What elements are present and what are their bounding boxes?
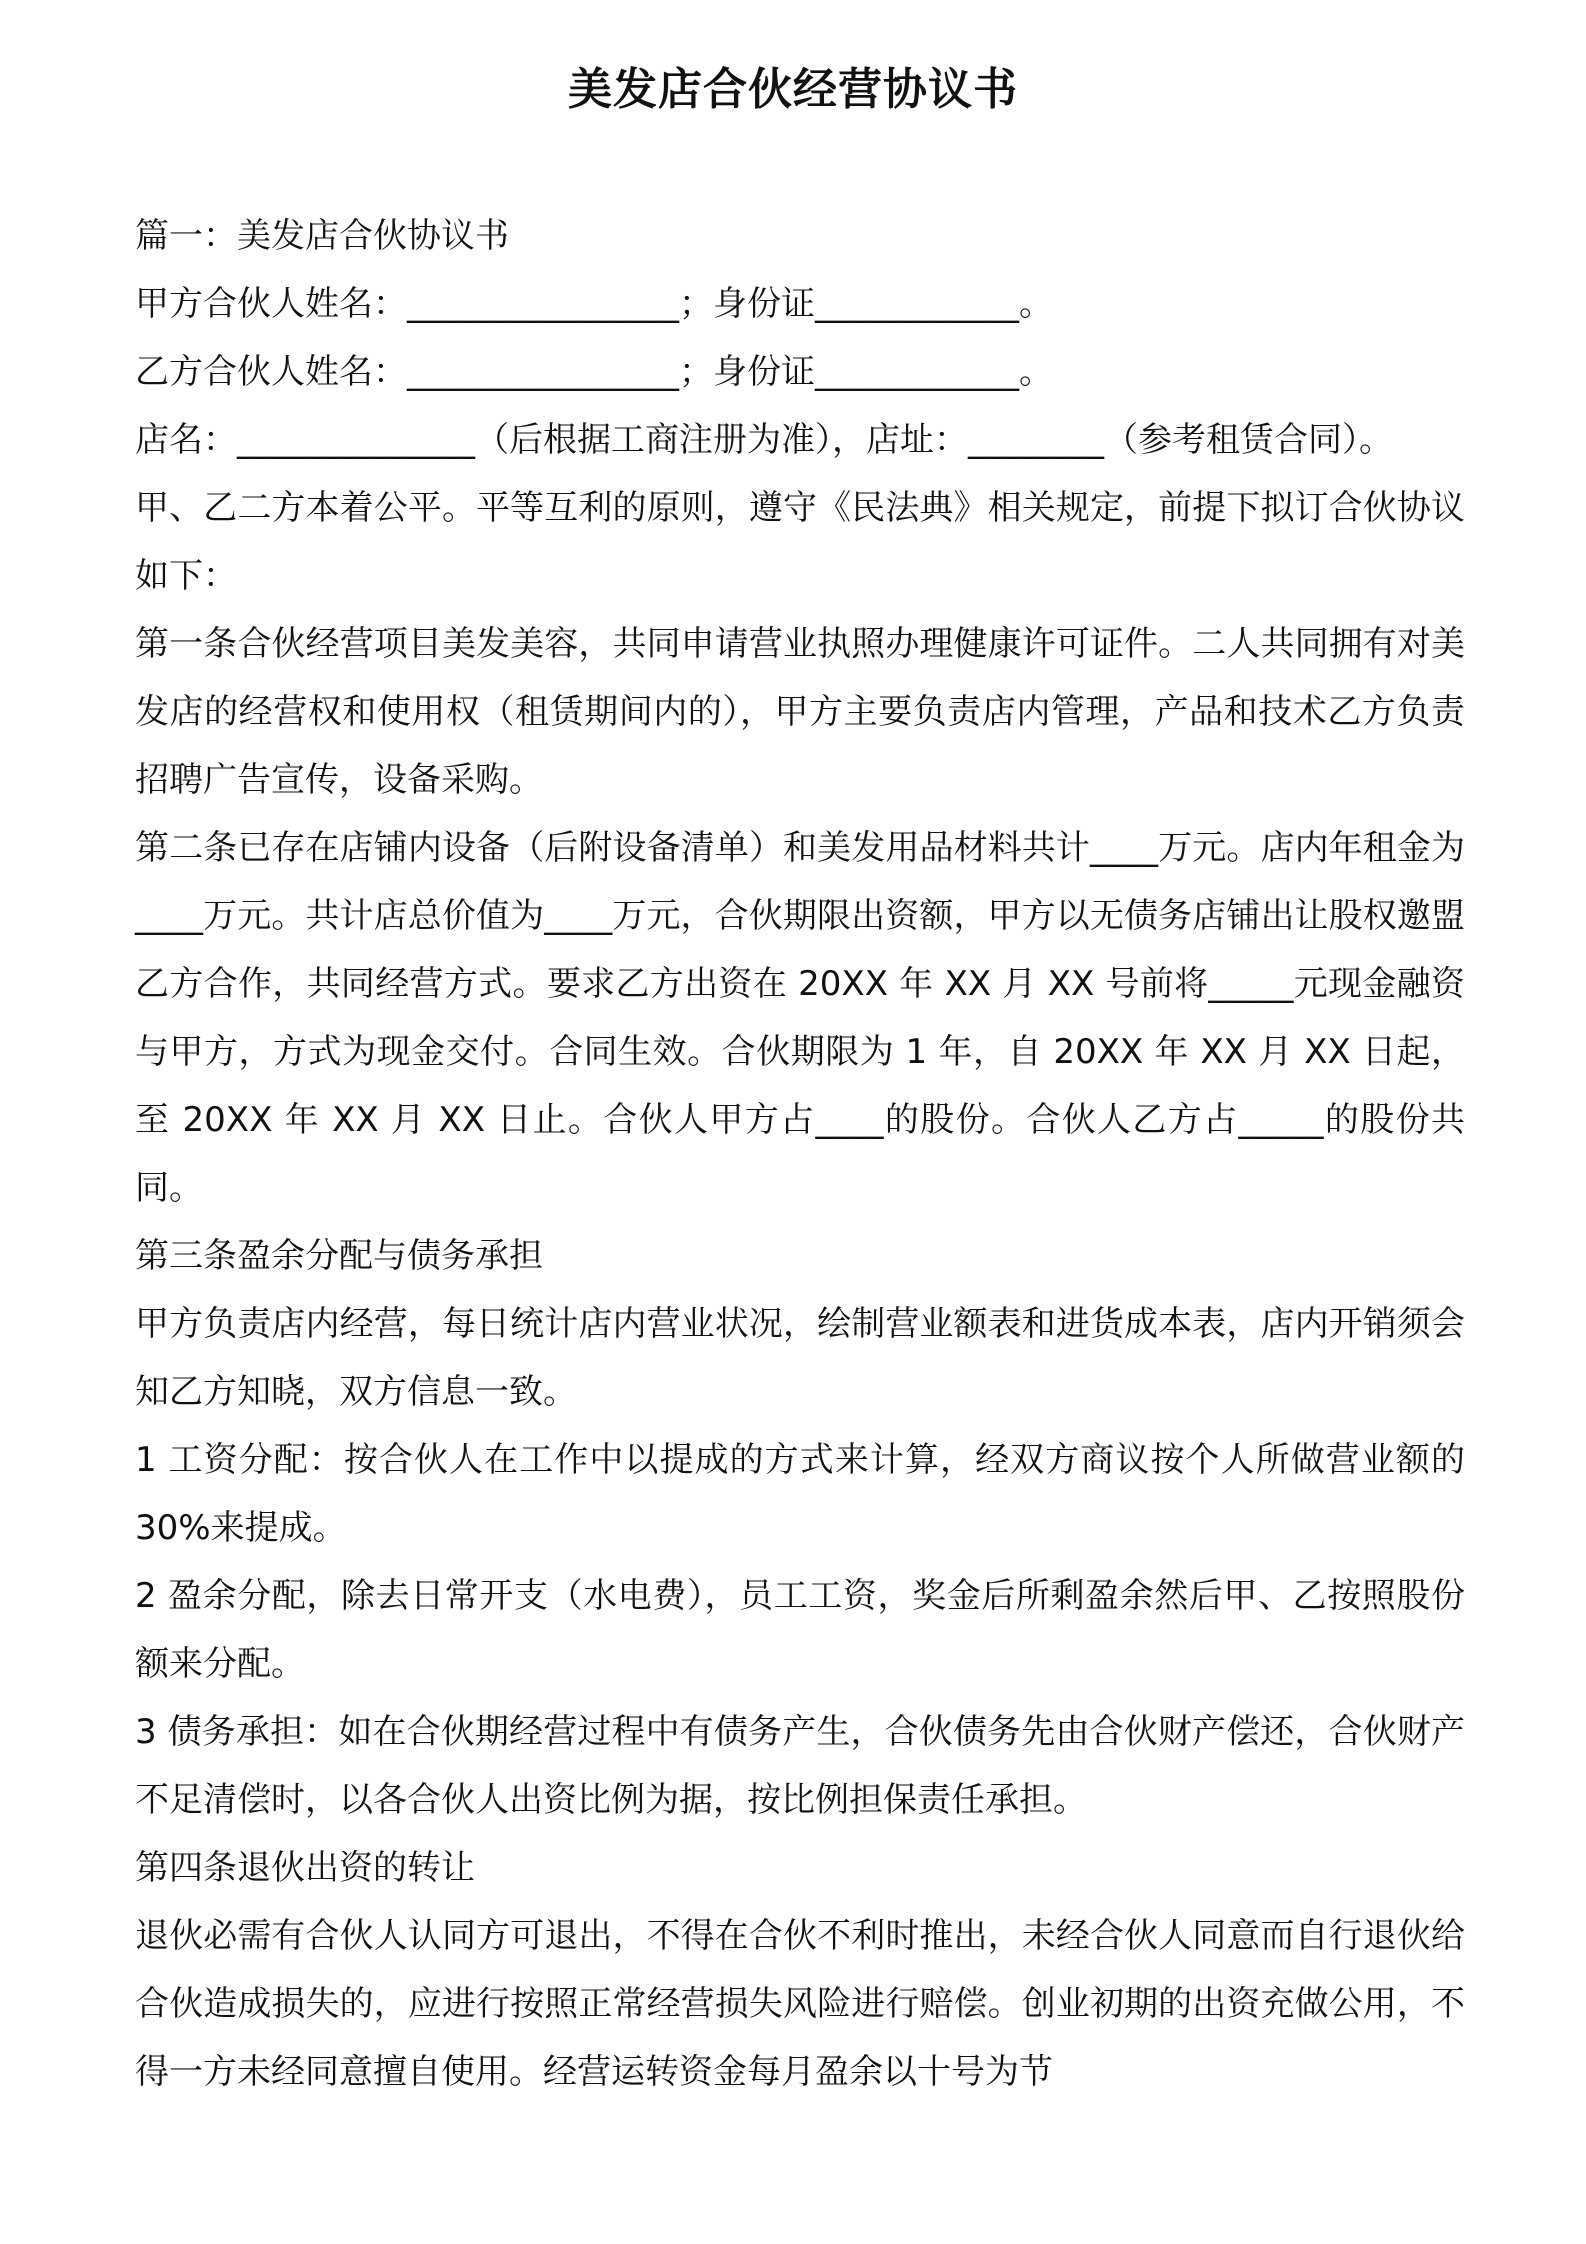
article-four-paragraph: 退伙必需有合伙人认同方可退出，不得在合伙不利时推出，未经合伙人同意而自行退伙给合伙造成损失的，应进行按照正常经营损失风险进行赔偿。创业初期的出资充做公用，不得一方未经同意擅自使用。经营运转资金每月盈余以十号为节 [135,1916,1465,2092]
preamble-paragraph: 甲、乙二方本着公平。平等互利的原则，遵守《民法典》相关规定，前提下拟订合伙协议如下： [135,488,1465,596]
document-title: 美发店合伙经营协议书 [568,64,1018,115]
shop-name-address-line: 店名：______________（后根据工商注册为准），店址：________（参考租赁合同）。 [135,420,1393,460]
section-heading-part-one: 篇一：美发店合伙协议书 [135,216,509,256]
party-a-name-line: 甲方合伙人姓名：________________；身份证____________。 [135,284,1053,324]
surplus-distribution-paragraph: 2 盈余分配，除去日常开支（水电费），员工工资，奖金后所剩盈余然后甲、乙按照股份额来分配。 [135,1576,1465,1684]
article-three-heading: 第三条盈余分配与债务承担 [135,1236,543,1276]
document-body [135,202,1465,2106]
article-one-paragraph: 第一条合伙经营项目美发美容，共同申请营业执照办理健康许可证件。二人共同拥有对美发店的经营权和使用权（租赁期间内的），甲方主要负责店内管理，产品和技术乙方负责招聘广告宣传，设备采购。 [135,624,1465,800]
article-four-heading: 第四条退伙出资的转让 [135,1848,475,1888]
party-b-name-line: 乙方合伙人姓名：________________；身份证____________。 [135,352,1053,392]
wage-distribution-paragraph: 1 工资分配：按合伙人在工作中以提成的方式来计算，经双方商议按个人所做营业额的 30%来提成。 [135,1440,1465,1548]
debt-liability-paragraph: 3 债务承担：如在合伙期经营过程中有债务产生，合伙债务先由合伙财产偿还，合伙财产不足清偿时，以各合伙人出资比例为据，按比例担保责任承担。 [135,1712,1465,1820]
article-two-paragraph: 第二条已存在店铺内设备（后附设备清单）和美发用品材料共计____万元。店内年租金为____万元。共计店总价值为____万元，合伙期限出资额，甲方以无债务店铺出让股权邀盟乙方合作，共同经营方式。要求乙方出资在 20XX 年 XX 月 XX 号前将_____元现金融资与甲方，方式为现金交付。合同生效。合伙期限为 1 年，自 20XX 年 XX 月 XX 日起，至 20XX 年 XX 月 XX 日止。合伙人甲方占____的股份。合伙人乙方占_____的股份共同。 [135,828,1465,1208]
article-three-paragraph: 甲方负责店内经营，每日统计店内营业状况，绘制营业额表和进货成本表，店内开销须会知乙方知晓，双方信息一致。 [135,1304,1465,1412]
